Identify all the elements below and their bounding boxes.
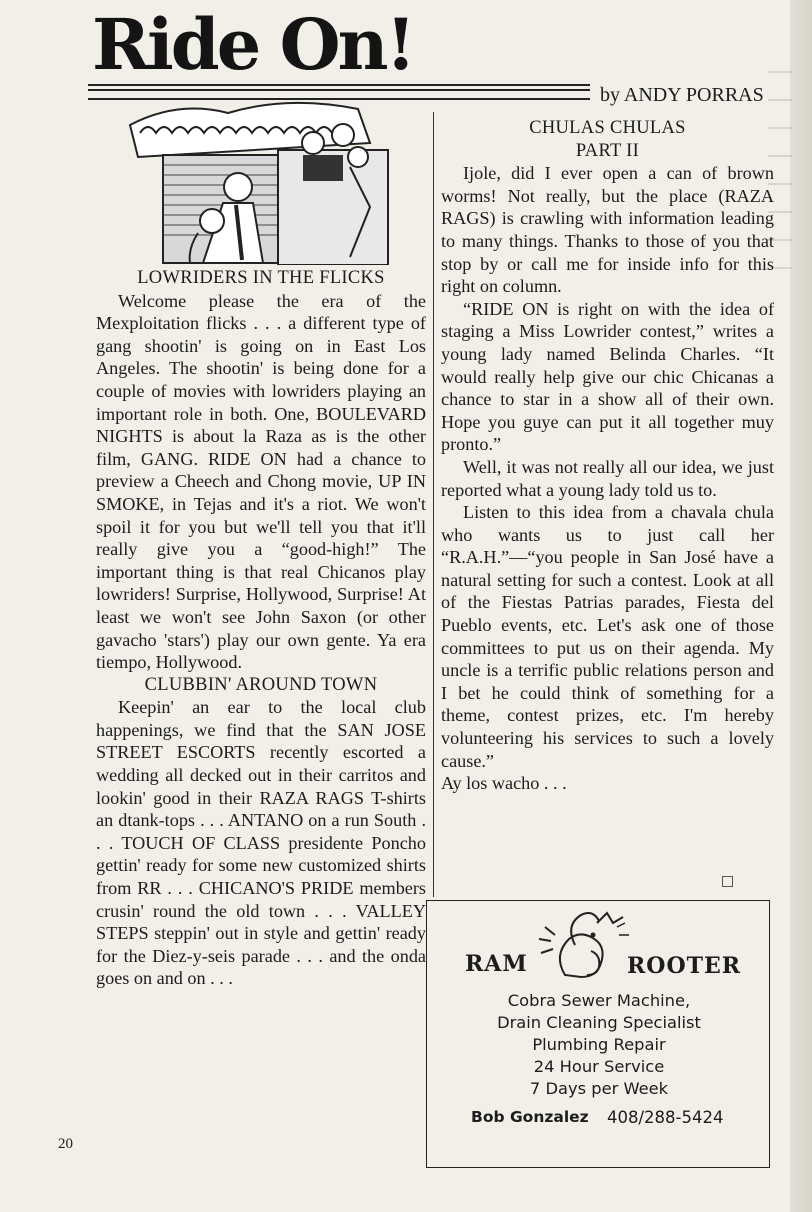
byline: by ANDY PORRAS [600,84,764,106]
ram-rooter-ad [426,900,770,1168]
article-paragraph: Welcome please the era of the Mexploitation flicks . . . a different type of gang shootin' is going on in East Los Angeles. The shootin' is being done for a couple of movies with lowriders playing an important role in both. One, BOULEVARD NIGHTS is about la Raza as is the other film, GANG. RIDE ON had a chance to preview a Cheech and Chong movie, UP IN SMOKE, in Tejas and it's a riot. We won't spoil it for you but we'll tell you that it'll really give you a “good-high!” The important thing is that real Chicanos play lowriders! Surprise, Hollywood, Surprise! At least we won't see John Saxon (or other gavacho 'stars') play our own gente. Ya era tiempo, Hollywood. [96,290,426,673]
article-paragraph: Ijole, did I ever open a can of brown worms! Not really, but the place (RAZA RAGS) is crawling with information leading to many things. Thanks to those of you that stop by or call me for inside info for this right on column. [441,163,774,297]
left-column [96,267,426,990]
article-paragraph: “RIDE ON is right on with the idea of staging a Miss Lowrider contest,” writes a young lady named Belinda Charles. “It would really help give our chic Chicanas a chance to star in a show all of their own. Hope you guye can put it all together muy pronto.” [441,298,774,455]
ad-line: Drain Cleaning Specialist [497,1013,701,1032]
page-number: 20 [58,1136,73,1152]
ad-line: Cobra Sewer Machine, [507,991,691,1010]
column-logo: Ride On! [92,3,414,86]
ad-line: 24 Hour Service [533,1057,665,1076]
right-column [441,117,774,795]
ad-contact-name: Bob Gonzalez [471,1108,589,1126]
column-divider [433,112,434,897]
ram-logo-icon [535,905,639,985]
headline-chulas: CHULAS CHULAS PART II [529,118,686,161]
headline-clubbin: CLUBBIN' AROUND TOWN [144,674,378,695]
headline-lowriders: LOWRIDERS IN THE FLICKS [137,268,385,288]
article-closing: Ay los wacho . . . [441,773,567,794]
ad-line: 7 Days per Week [529,1079,669,1098]
ad-brand-rooter: ROOTER [627,953,742,979]
article-paragraph: Listen to this idea from a chavala chula who wants us to just call her “R.A.H.”—“you people in San José have a natural setting for such a contest. Look at all of the Fiestas Patrias parades, Fiesta del Pueblo events, etc. Let's ask one of those committees to put us on their agenda. My uncle is a terrific public relations person and I bet he could think of something for a theme, contest prizes, etc. I'm hereby volunteering his services to such a lovely cause.” [441,502,774,771]
movie-set-illustration [118,95,400,265]
ad-contact-phone: 408/288-5424 [607,1108,724,1127]
ad-line: Plumbing Repair [532,1035,666,1054]
article-paragraph: Well, it was not really all our idea, we just reported what a young lady told us to. [441,456,774,500]
ad-brand-ram: RAM [465,951,528,977]
end-mark-icon [722,876,733,887]
article-paragraph: Keepin' an ear to the local club happenings, we find that the SAN JOSE STREET ESCORTS recently escorted a wedding all decked out in their carritos and lookin' good in their RAZA RAGS T-shirts an dtank-tops . . . ANTANO on a run South . . . TOUCH OF CLASS presidente Poncho gettin' ready for some new customized shirts from RR . . . CHICANO'S PRIDE members crusin' round the old town . . . VALLEY STEPS steppin' out in style and gettin' ready for the Diez-y-seis parade . . . and the onda goes on and on . . . [96,697,426,989]
